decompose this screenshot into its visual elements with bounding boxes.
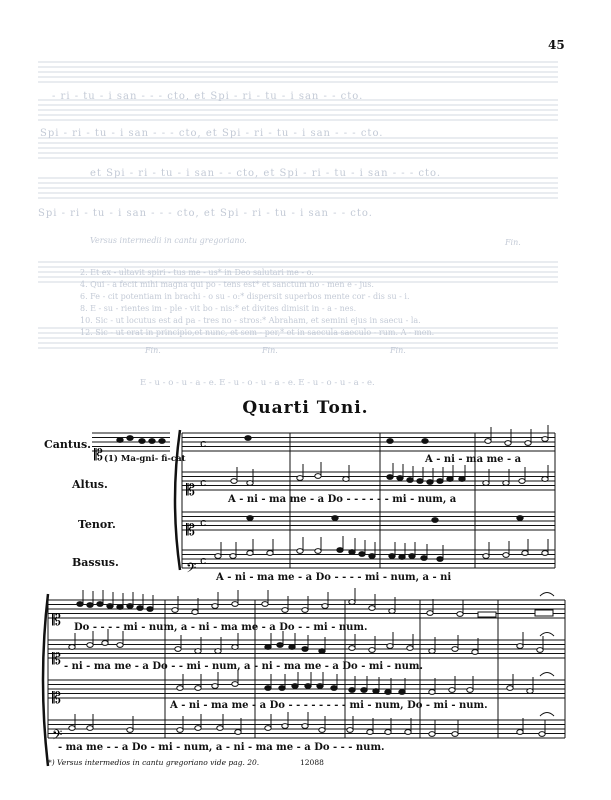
bassus-note [297,549,303,554]
line4-note [517,730,523,735]
line2-note [277,643,283,648]
cantus-clef: 𝄡 [94,445,103,464]
line1-note [192,610,198,615]
fermata-mark [540,633,554,637]
ghost-fin-mark: Fin. [505,238,521,247]
line1-note [349,600,355,605]
system1-brace [175,430,180,570]
line2-note [349,646,355,651]
altus-note [407,478,413,483]
fermata-mark [540,673,554,677]
altus-note [397,476,403,481]
bassus-note [230,554,236,559]
tenor-note [332,516,338,521]
bassus-note [349,550,355,555]
cantus-note [505,441,511,446]
line1-note [427,611,433,616]
voice-label-tenor: Tenor. [78,518,116,531]
line4-note [385,730,391,735]
altus-note [459,477,465,482]
line2-note [452,647,458,652]
bassus-note [337,548,343,553]
line1-note [369,606,375,611]
line2-note [117,643,123,648]
line3-note [467,688,473,693]
line1-note [232,602,238,607]
bassus-note [247,551,253,556]
line4-note [235,730,241,735]
line4-note [87,726,93,731]
line1-final-breve [478,612,496,617]
line1-note [97,602,103,607]
bassus-note [522,551,528,556]
altus-note [247,481,253,486]
cantus-breve [245,436,251,441]
line2-note [265,645,271,650]
line1-clef: 𝄡 [52,610,61,629]
line1-note [107,604,113,609]
line1-final-long [535,610,553,616]
bassus-note [542,551,548,556]
bassus-note [359,552,365,557]
altus-note [519,479,525,484]
line1-note [212,604,218,609]
ghost-fin-mark-1: Fin. [145,346,161,355]
ghost-verse-4: 8. E - su - rientes im - ple - vit bo - nis:* et divites dimisit in - a - nes. [80,304,357,313]
system2-line4-lyrics: - ma me - - a Do - mi - num, a - ni - ma me - a Do - - - num. [58,742,385,753]
line4-note [319,728,325,733]
cantus-note [542,437,548,442]
line2-note [195,649,201,654]
ghost-bottom-lyrics: E - u - o - u - a - e. E - u - o - u - a - e. E - u - o - u - a - e. [140,378,375,388]
line1-note [302,608,308,613]
line4-note [195,726,201,731]
footnote: *) Versus intermedios in cantu gregoriano vide pag. 20. [48,758,260,767]
intonation-note [139,439,145,444]
line2-note [517,644,523,649]
bassus-note [389,554,395,559]
line3-note [265,686,271,691]
system1-altus-lyrics: A - ni - ma me - a Do - - - - - - mi - num, a [228,494,457,505]
line4-note [452,732,458,737]
altus-note [343,477,349,482]
line3-note [373,689,379,694]
line4-note [177,728,183,733]
meter-c: c [200,437,207,450]
line4-note [127,728,133,733]
bassus-clef: 𝄢 [186,560,197,579]
line1-note [172,608,178,613]
line3-note [361,688,367,693]
ghost-lyric-3: et Spi - ri - tu - i san - - cto, et Spi - ri - tu - i san - - - cto. [90,168,442,179]
line3-note [449,688,455,693]
bassus-note [399,555,405,560]
bassus-note [215,554,221,559]
system2-line2-lyrics: - ni - ma me - a Do - - mi - num, a - ni - ma me - a Do - mi - num. [64,661,423,672]
tenor-note [247,516,253,521]
line1-note [87,603,93,608]
cantus-note [422,439,428,444]
bassus-note [483,554,489,559]
line4-note [282,724,288,729]
meter-c: c [200,516,207,529]
line2-note [407,646,413,651]
line2-note [472,650,478,655]
ghost-verse-3: 6. Fe - cit potentiam in brachi - o su - o:* dispersit superbos mente cor - dis su - i. [80,292,410,301]
line4-note [302,724,308,729]
line1-note [389,609,395,614]
ghost-verse-heading: Versus intermedii in cantu gregoriano. [90,236,247,245]
voice-label-bassus: Bassus. [72,556,119,569]
fermata-mark [540,593,554,597]
line4-note [367,730,373,735]
line1-note [322,604,328,609]
meter-c: c [200,554,207,567]
line1-note [147,607,153,612]
meter-c: c [200,476,207,489]
ghost-lyric-2: Spi - ri - tu - i san - - - cto, et Spi - ri - tu - i san - - - cto. [40,128,384,139]
ghost-fin-mark-3: Fin. [390,346,406,355]
line2-note [289,645,295,650]
intonation-note [127,436,133,441]
tenor-clef: 𝄡 [186,520,195,539]
line4-clef: 𝄢 [52,727,63,746]
page-number: 45 [548,38,565,52]
bassus-note [267,551,273,556]
line4-note [69,726,75,731]
system1-bassus-lyrics: A - ni - ma me - a Do - - - - mi - num, a - ni [216,572,452,583]
line1-note [137,606,143,611]
altus-note [447,477,453,482]
altus-note [483,481,489,486]
line3-note [527,689,533,694]
line2-note [87,643,93,648]
line3-note [177,686,183,691]
tenor-note [432,518,438,523]
line2-note [387,644,393,649]
line3-note [317,684,323,689]
bassus-note [369,554,375,559]
line2-note [537,648,543,653]
line3-note [195,686,201,691]
system2-line1-lyrics: Do - - - - mi - num, a - ni - ma me - a Do - - mi - num. [74,622,368,633]
line2-note [102,641,108,646]
bassus-note [421,556,427,561]
line1-note [77,602,83,607]
line3-note [292,684,298,689]
line3-note [385,690,391,695]
system2-line3-lyrics: A - ni - ma me - a Do - - - - - - - - mi - num, Do - mi - num. [170,700,488,711]
altus-note [542,477,548,482]
line2-note [215,649,221,654]
line3-note [279,686,285,691]
bassus-note [437,557,443,562]
line1-note [457,612,463,617]
ghost-verse-6: 12. Sic - ut erat in principio,et nunc, et sem - per,* et in saecula saeculo - rum. A - men. [80,328,435,337]
ghost-fin-mark-2: Fin. [262,346,278,355]
line2-note [319,649,325,654]
voice-label-cantus: Cantus. [44,438,91,451]
line3-note [399,690,405,695]
line2-note [429,649,435,654]
line2-note [232,645,238,650]
line3-note [349,688,355,693]
line2-note [175,647,181,652]
ghost-lyric-1: - ri - tu - i san - - - cto, et Spi - ri - tu - i san - - cto. [52,91,364,102]
cantus-note [387,439,393,444]
altus-note [417,479,423,484]
line1-note [127,604,133,609]
line3-note [331,686,337,691]
line3-note [429,690,435,695]
bassus-note [315,549,321,554]
bassus-note [503,553,509,558]
line3-note [305,684,311,689]
altus-note [315,474,321,479]
altus-note [297,476,303,481]
system1-cantus-lyrics: A - ni - ma me - a [425,454,522,465]
line4-note [265,726,271,731]
bassus-note [409,554,415,559]
cantus-note [525,441,531,446]
line2-note [369,648,375,653]
altus-clef: 𝄡 [186,480,195,499]
piece-title: Quarti Toni. [242,398,369,418]
line4-note [405,730,411,735]
line1-note [262,602,268,607]
intonation-text: (1) Ma-gni- fi-cat [104,454,186,464]
altus-note [427,480,433,485]
line1-note [117,605,123,610]
plate-number: 12088 [300,758,324,767]
line3-note [232,682,238,687]
line4-note [429,732,435,737]
altus-note [437,479,443,484]
line1-note [282,608,288,613]
line3-note [212,684,218,689]
intonation-note [117,438,123,443]
voice-label-altus: Altus. [72,478,108,491]
ghost-verse-5: 10. Sic - ut locutus est ad pa - tres no - stros:* Abraham, et semini ejus in saecu - la. [80,316,421,325]
fermata-mark [540,713,554,717]
line2-note [69,645,75,650]
intonation-note [149,439,155,444]
line3-clef: 𝄡 [52,688,61,707]
altus-note [387,475,393,480]
line2-clef: 𝄡 [52,649,61,668]
ghost-verse-1: 2. Et ex - ultavit spiri - tus me - us* in Deo salutari me - o. [80,268,314,277]
altus-note [503,481,509,486]
line2-note [302,647,308,652]
ghost-lyric-4: Spi - ri - tu - i san - - - cto, et Spi - ri - tu - i san - - cto. [38,208,373,219]
line4-note [217,726,223,731]
cantus-note [485,439,491,444]
line4-note [347,728,353,733]
system2-brace [43,594,48,766]
line3-note [507,686,513,691]
intonation-note [159,439,165,444]
ghost-verse-2: 4. Qui - a fecit mihi magna qui po - tens est* et sanctum no - men e - jus. [80,280,374,289]
altus-note [231,479,237,484]
line4-note [539,732,545,737]
tenor-note [517,516,523,521]
